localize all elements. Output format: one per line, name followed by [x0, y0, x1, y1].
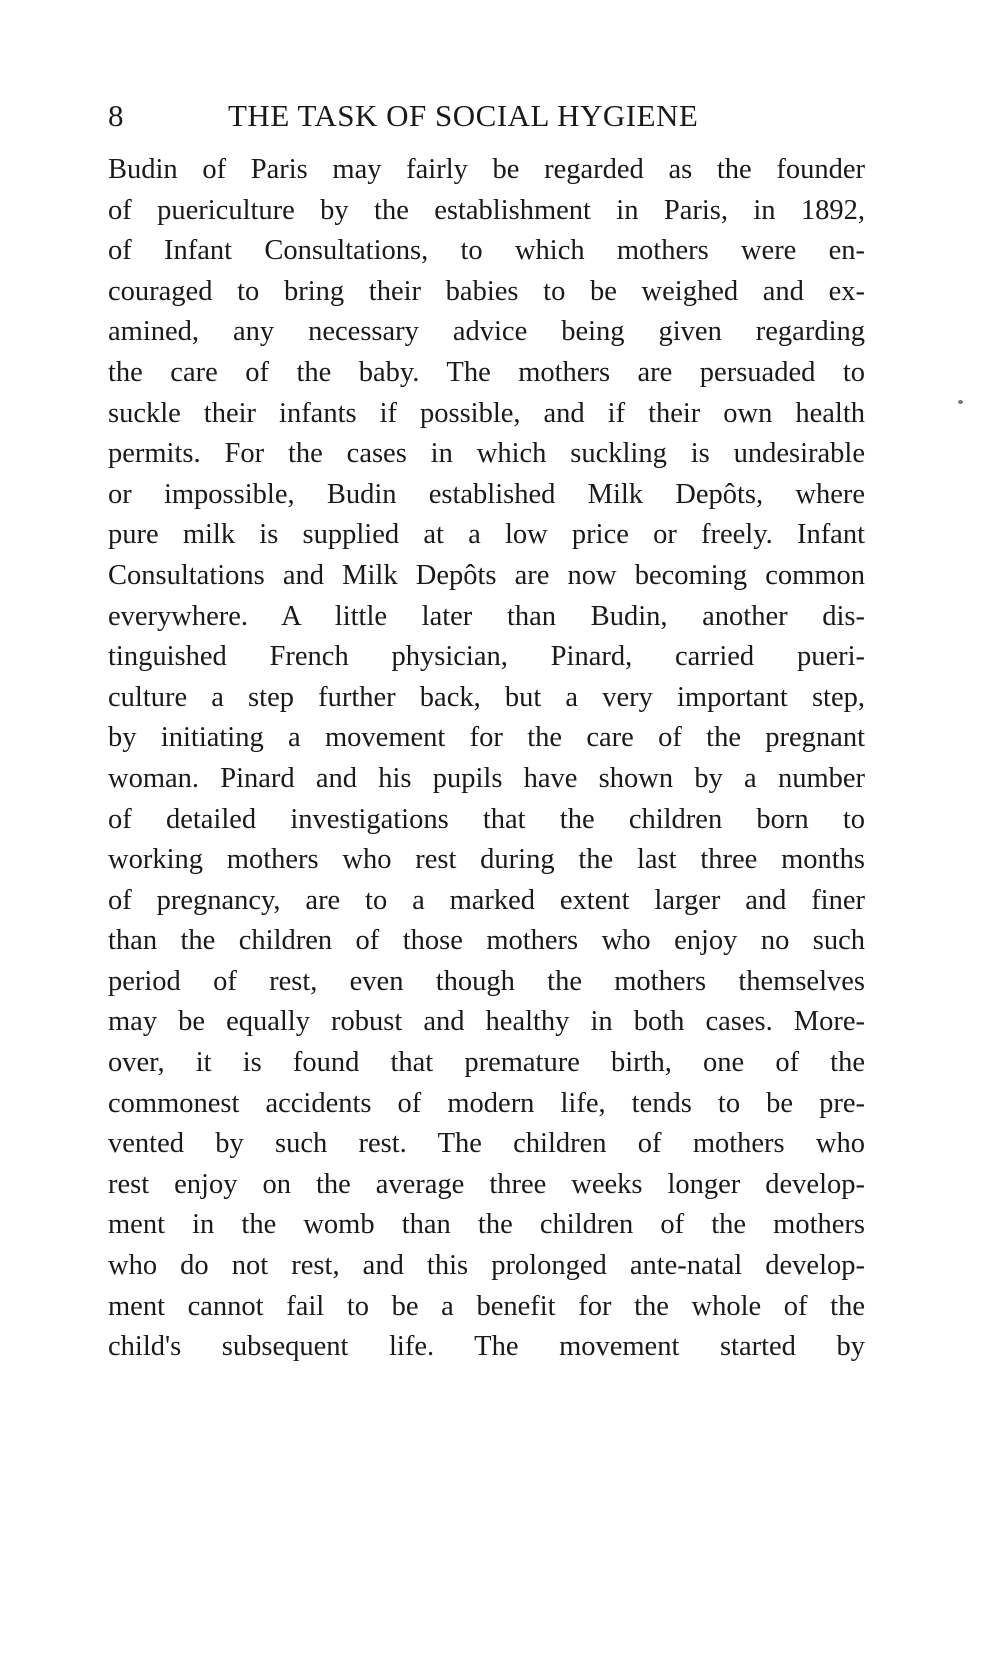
text-line: permits. For the cases in which suckling is undesirable — [108, 438, 865, 470]
text-line: working mothers who rest during the last three months — [108, 844, 865, 876]
text-line: Budin of Paris may fairly be regarded as the founder — [108, 154, 865, 185]
text-line: child's subsequent life. The movement started by — [108, 1331, 865, 1363]
text-line: Consultations and Milk Depôts are now becoming common — [108, 559, 865, 591]
text-line: everywhere. A little later than Budin, another dis- — [108, 600, 865, 632]
text-line: pure milk is supplied at a low price or freely. Infant — [108, 519, 865, 551]
text-line: period of rest, even though the mothers themselves — [108, 965, 865, 997]
text-line: commonest accidents of modern life, tends to be pre- — [108, 1087, 865, 1119]
text-line: of Infant Consultations, to which mothers were en- — [108, 235, 865, 267]
text-line: suckle their infants if possible, and if their own health — [108, 397, 865, 429]
text-line: the care of the baby. The mothers are persuaded to — [108, 356, 865, 388]
running-head — [108, 98, 868, 138]
text-line: vented by such rest. The children of mothers who — [108, 1128, 865, 1160]
running-title: THE TASK OF SOCIAL HYGIENE — [228, 98, 699, 133]
text-line: may be equally robust and healthy in both cases. More- — [108, 1006, 865, 1038]
text-line: of puericulture by the establishment in Paris, in 1892, — [108, 194, 865, 226]
text-line: ment in the womb than the children of the mothers — [108, 1209, 865, 1241]
page-number: 8 — [108, 98, 124, 133]
text-line: of pregnancy, are to a marked extent larger and finer — [108, 884, 865, 916]
margin-speck — [958, 400, 963, 404]
text-line: of detailed investigations that the children born to — [108, 803, 865, 835]
text-line: amined, any necessary advice being given regarding — [108, 316, 865, 348]
text-line: woman. Pinard and his pupils have shown by a number — [108, 762, 865, 794]
text-line: who do not rest, and this prolonged ante-natal develop- — [108, 1250, 865, 1282]
text-line: or impossible, Budin established Milk Depôts, where — [108, 478, 865, 510]
text-line: over, it is found that premature birth, one of the — [108, 1047, 865, 1079]
text-line: couraged to bring their babies to be weighed and ex- — [108, 275, 865, 307]
body-text — [108, 150, 865, 1368]
text-line: ment cannot fail to be a benefit for the whole of the — [108, 1290, 865, 1322]
text-line: culture a step further back, but a very important step, — [108, 681, 865, 713]
text-line: by initiating a movement for the care of the pregnant — [108, 722, 865, 754]
text-line: than the children of those mothers who enjoy no such — [108, 925, 865, 957]
text-line: tinguished French physician, Pinard, carried pueri- — [108, 641, 865, 673]
text-line: rest enjoy on the average three weeks longer develop- — [108, 1168, 865, 1200]
